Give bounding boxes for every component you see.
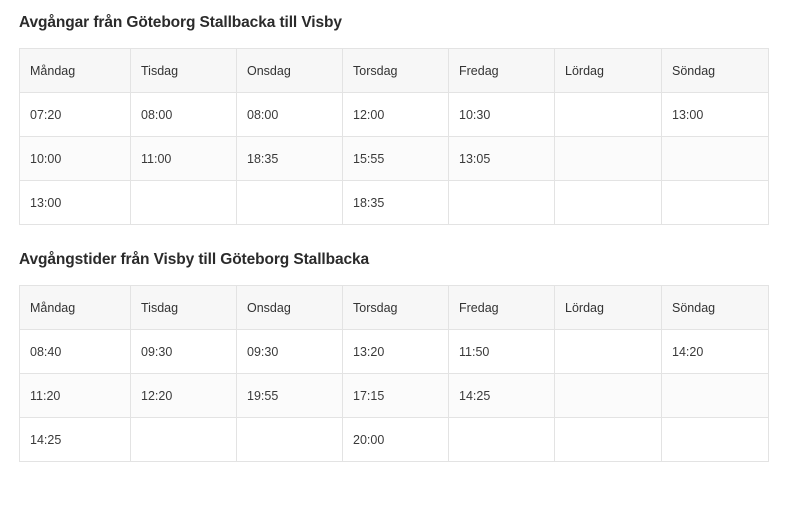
departure-time-cell: 09:30 <box>131 330 237 374</box>
departure-time-cell <box>555 374 662 418</box>
departure-time-cell: 07:20 <box>20 93 131 137</box>
departure-time-cell: 13:00 <box>662 93 769 137</box>
column-header-friday: Fredag <box>449 286 555 330</box>
departure-time-cell <box>131 418 237 462</box>
table-row <box>20 181 769 225</box>
table-row <box>20 330 769 374</box>
departure-time-cell <box>555 330 662 374</box>
column-header-monday: Måndag <box>20 49 131 93</box>
schedule-table-outbound <box>19 48 769 225</box>
departure-time-cell <box>555 137 662 181</box>
departure-time-cell <box>555 418 662 462</box>
departure-time-cell: 13:00 <box>20 181 131 225</box>
departure-time-cell: 12:00 <box>343 93 449 137</box>
table-row <box>20 374 769 418</box>
departures-section-outbound <box>19 14 768 225</box>
departure-time-cell: 18:35 <box>237 137 343 181</box>
table-header <box>20 286 769 330</box>
column-header-sunday: Söndag <box>662 49 769 93</box>
column-header-wednesday: Onsdag <box>237 49 343 93</box>
departure-time-cell: 13:20 <box>343 330 449 374</box>
departure-time-cell: 11:20 <box>20 374 131 418</box>
departure-time-cell: 08:00 <box>131 93 237 137</box>
departure-time-cell <box>662 418 769 462</box>
departure-time-cell <box>662 181 769 225</box>
table-header-row <box>20 286 769 330</box>
table-header <box>20 49 769 93</box>
departure-time-cell <box>237 181 343 225</box>
schedule-table-return <box>19 285 769 462</box>
column-header-monday: Måndag <box>20 286 131 330</box>
table-body <box>20 93 769 225</box>
column-header-friday: Fredag <box>449 49 555 93</box>
table-row <box>20 418 769 462</box>
departure-time-cell: 15:55 <box>343 137 449 181</box>
departure-time-cell: 13:05 <box>449 137 555 181</box>
departure-time-cell: 14:20 <box>662 330 769 374</box>
departure-time-cell <box>449 418 555 462</box>
departure-time-cell: 19:55 <box>237 374 343 418</box>
departure-time-cell: 14:25 <box>449 374 555 418</box>
departure-time-cell: 11:50 <box>449 330 555 374</box>
departure-time-cell <box>555 181 662 225</box>
departures-section-return <box>19 251 768 462</box>
page-title: Avgångar från Göteborg Stallbacka till Visby <box>19 14 342 31</box>
departure-time-cell <box>662 137 769 181</box>
departure-time-cell <box>237 418 343 462</box>
departure-time-cell: 20:00 <box>343 418 449 462</box>
departure-time-cell: 18:35 <box>343 181 449 225</box>
departure-time-cell <box>555 93 662 137</box>
departure-time-cell <box>662 374 769 418</box>
departure-time-cell: 14:25 <box>20 418 131 462</box>
column-header-thursday: Torsdag <box>343 286 449 330</box>
table-row <box>20 93 769 137</box>
column-header-thursday: Torsdag <box>343 49 449 93</box>
column-header-saturday: Lördag <box>555 286 662 330</box>
section-title-return: Avgångstider från Visby till Göteborg Stallbacka <box>19 251 370 268</box>
departure-time-cell: 08:00 <box>237 93 343 137</box>
table-body <box>20 330 769 462</box>
column-header-wednesday: Onsdag <box>237 286 343 330</box>
departure-time-cell: 10:30 <box>449 93 555 137</box>
column-header-tuesday: Tisdag <box>131 49 237 93</box>
departure-time-cell <box>449 181 555 225</box>
table-row <box>20 137 769 181</box>
column-header-sunday: Söndag <box>662 286 769 330</box>
departure-time-cell: 10:00 <box>20 137 131 181</box>
departure-time-cell: 11:00 <box>131 137 237 181</box>
departure-time-cell: 17:15 <box>343 374 449 418</box>
departure-time-cell <box>131 181 237 225</box>
departure-time-cell: 09:30 <box>237 330 343 374</box>
column-header-saturday: Lördag <box>555 49 662 93</box>
table-header-row <box>20 49 769 93</box>
departure-time-cell: 08:40 <box>20 330 131 374</box>
departure-time-cell: 12:20 <box>131 374 237 418</box>
column-header-tuesday: Tisdag <box>131 286 237 330</box>
